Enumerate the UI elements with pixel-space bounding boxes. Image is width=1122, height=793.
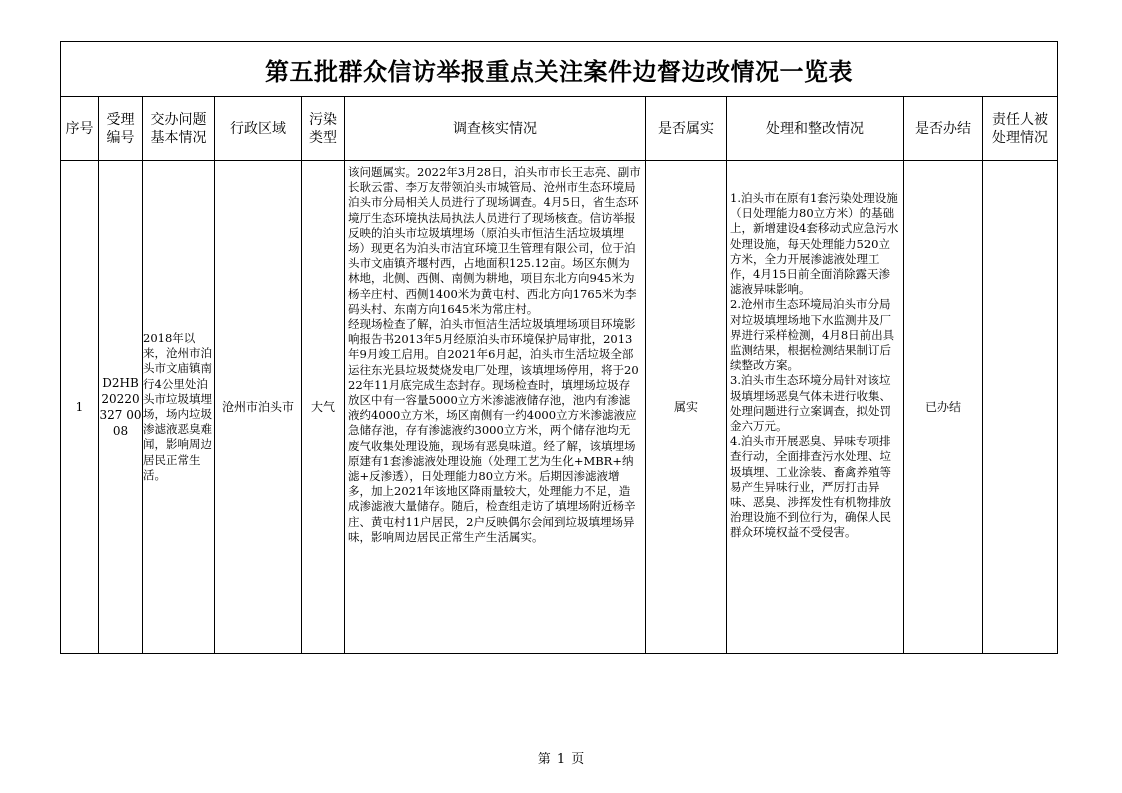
header-accountability-line1: 责任人被 [992,111,1049,128]
header-issue [143,97,215,161]
page-number: 1 [556,752,566,767]
cell-issue: 2018年以来，沧州市泊头市文庙镇南行4公里处泊头市垃圾填埋场，场内垃圾渗滤液恶臭难闻，影响周边居民正常生活。 [143,161,215,654]
investigation-paragraph-2: 经现场检查了解，泊头市恒洁生活垃圾填埋场项目环境影响报告书2013年5月经原泊头市环境保护局审批，2013年9月竣工启用。自2021年6月起，泊头市生活垃圾全部运往东光县垃圾焚烧发电厂处理，该填埋场停用，将于2022年11月底完成生态封存。现场检查时，填埋场垃圾存放区中有一容量5000立方米渗滤液储存池，池内有渗滤液约4000立方米，场区南侧有一约4000立方米渗滤液应急储存池，存有渗滤液约3000立方米，两个储存池均无废气收集处理设施，现场有恶臭味道。经了解，该填埋场原建有1套渗滤液处理设施（处理工艺为生化+MBR+纳滤+反渗透），日处理能力80立方米。后期因渗滤液增多，加上2021年该地区降雨量较大，处理能力不足，造成渗滤液大量储存。随后，检查组走访了填埋场附近杨辛庄、黄屯村11户居民，2户反映偶尔会闻到垃圾填埋场异味，影响周边居民正常生产生活属实。 [348,317,639,544]
header-investigation: 调查核实情况 [345,97,646,161]
header-seq: 序号 [61,97,99,161]
header-accept-no-line2: 编号 [106,129,135,146]
header-accept-no-line1: 受理 [106,111,135,128]
header-issue-line2: 基本情况 [150,129,207,146]
case-table [60,41,1058,654]
header-pollution-line1: 污染 [309,111,337,128]
cell-closed: 已办结 [904,161,983,654]
cell-accept-no: D2HB20220327 0008 [99,161,143,654]
cell-region: 沧州市泊头市 [215,161,302,654]
cell-seq: 1 [61,161,99,654]
header-accountability [983,97,1058,161]
header-handling: 处理和整改情况 [727,97,904,161]
header-closed: 是否办结 [904,97,983,161]
cell-handling [727,161,904,654]
table-row [61,161,1058,654]
page-footer [0,748,1122,767]
cell-accountability [983,161,1058,654]
cell-investigation [345,161,646,654]
cell-verified: 属实 [646,161,727,654]
handling-item-3: 3.泊头市生态环境分局针对该垃圾填埋场恶臭气体未进行收集、处理问题进行立案调查，拟处罚金六万元。 [730,373,891,434]
cell-pollution: 大气 [302,161,345,654]
page-footer-prefix: 第 [537,752,551,767]
handling-item-4: 4.泊头市开展恶臭、异味专项排查行动，全面排查污水处理、垃圾填埋、工业涂装、畜禽养殖等易产生异味行业，严厉打击异味、恶臭、涉挥发性有机物排放治理设施不到位行为，确保人民群众环境权益不受侵害。 [730,434,891,540]
header-verified: 是否属实 [646,97,727,161]
handling-item-1: 1.泊头市在原有1套污染处理设施（日处理能力80立方米）的基础上，新增建设4套移动式应急污水处理设施，每天处理能力520立方米，全力开展渗滤液处理工作，4月15日前全面消除露天渗滤液异味影响。 [730,191,899,297]
header-accept-no [99,97,143,161]
header-pollution [302,97,345,161]
header-issue-line1: 交办问题 [150,111,207,128]
header-pollution-line2: 类型 [309,129,337,146]
header-accountability-line2: 处理情况 [992,129,1049,146]
handling-item-2: 2.沧州市生态环境局泊头市分局对垃圾填埋场地下水监测井及厂界进行采样检测，4月8日前出具监测结果，根据检测结果制订后续整改方案。 [730,297,895,373]
table-title: 第五批群众信访举报重点关注案件边督边改情况一览表 [61,42,1058,97]
page-footer-suffix: 页 [571,752,585,767]
header-region: 行政区域 [215,97,302,161]
investigation-paragraph-1: 该问题属实。2022年3月28日，泊头市市长王志亮、副市长耿云雷、李万友带领泊头市城管局、沧州市生态环境局泊头市分局相关人员进行了现场调查。4月5日，省生态环境厅生态环境执法局执法人员进行了现场核查。信访举报反映的泊头市垃圾填埋场（原泊头市恒洁生活垃圾填埋场）现更名为泊头市洁宜环境卫生管理有限公司，位于泊头市文庙镇齐堰村西，占地面积125.12亩。场区东侧为林地，北侧、西侧、南侧为耕地，项目东北方向945米为杨辛庄村、西侧1400米为黄屯村、西北方向1765米为李码头村、东南方向1645米为常庄村。 [348,165,641,316]
